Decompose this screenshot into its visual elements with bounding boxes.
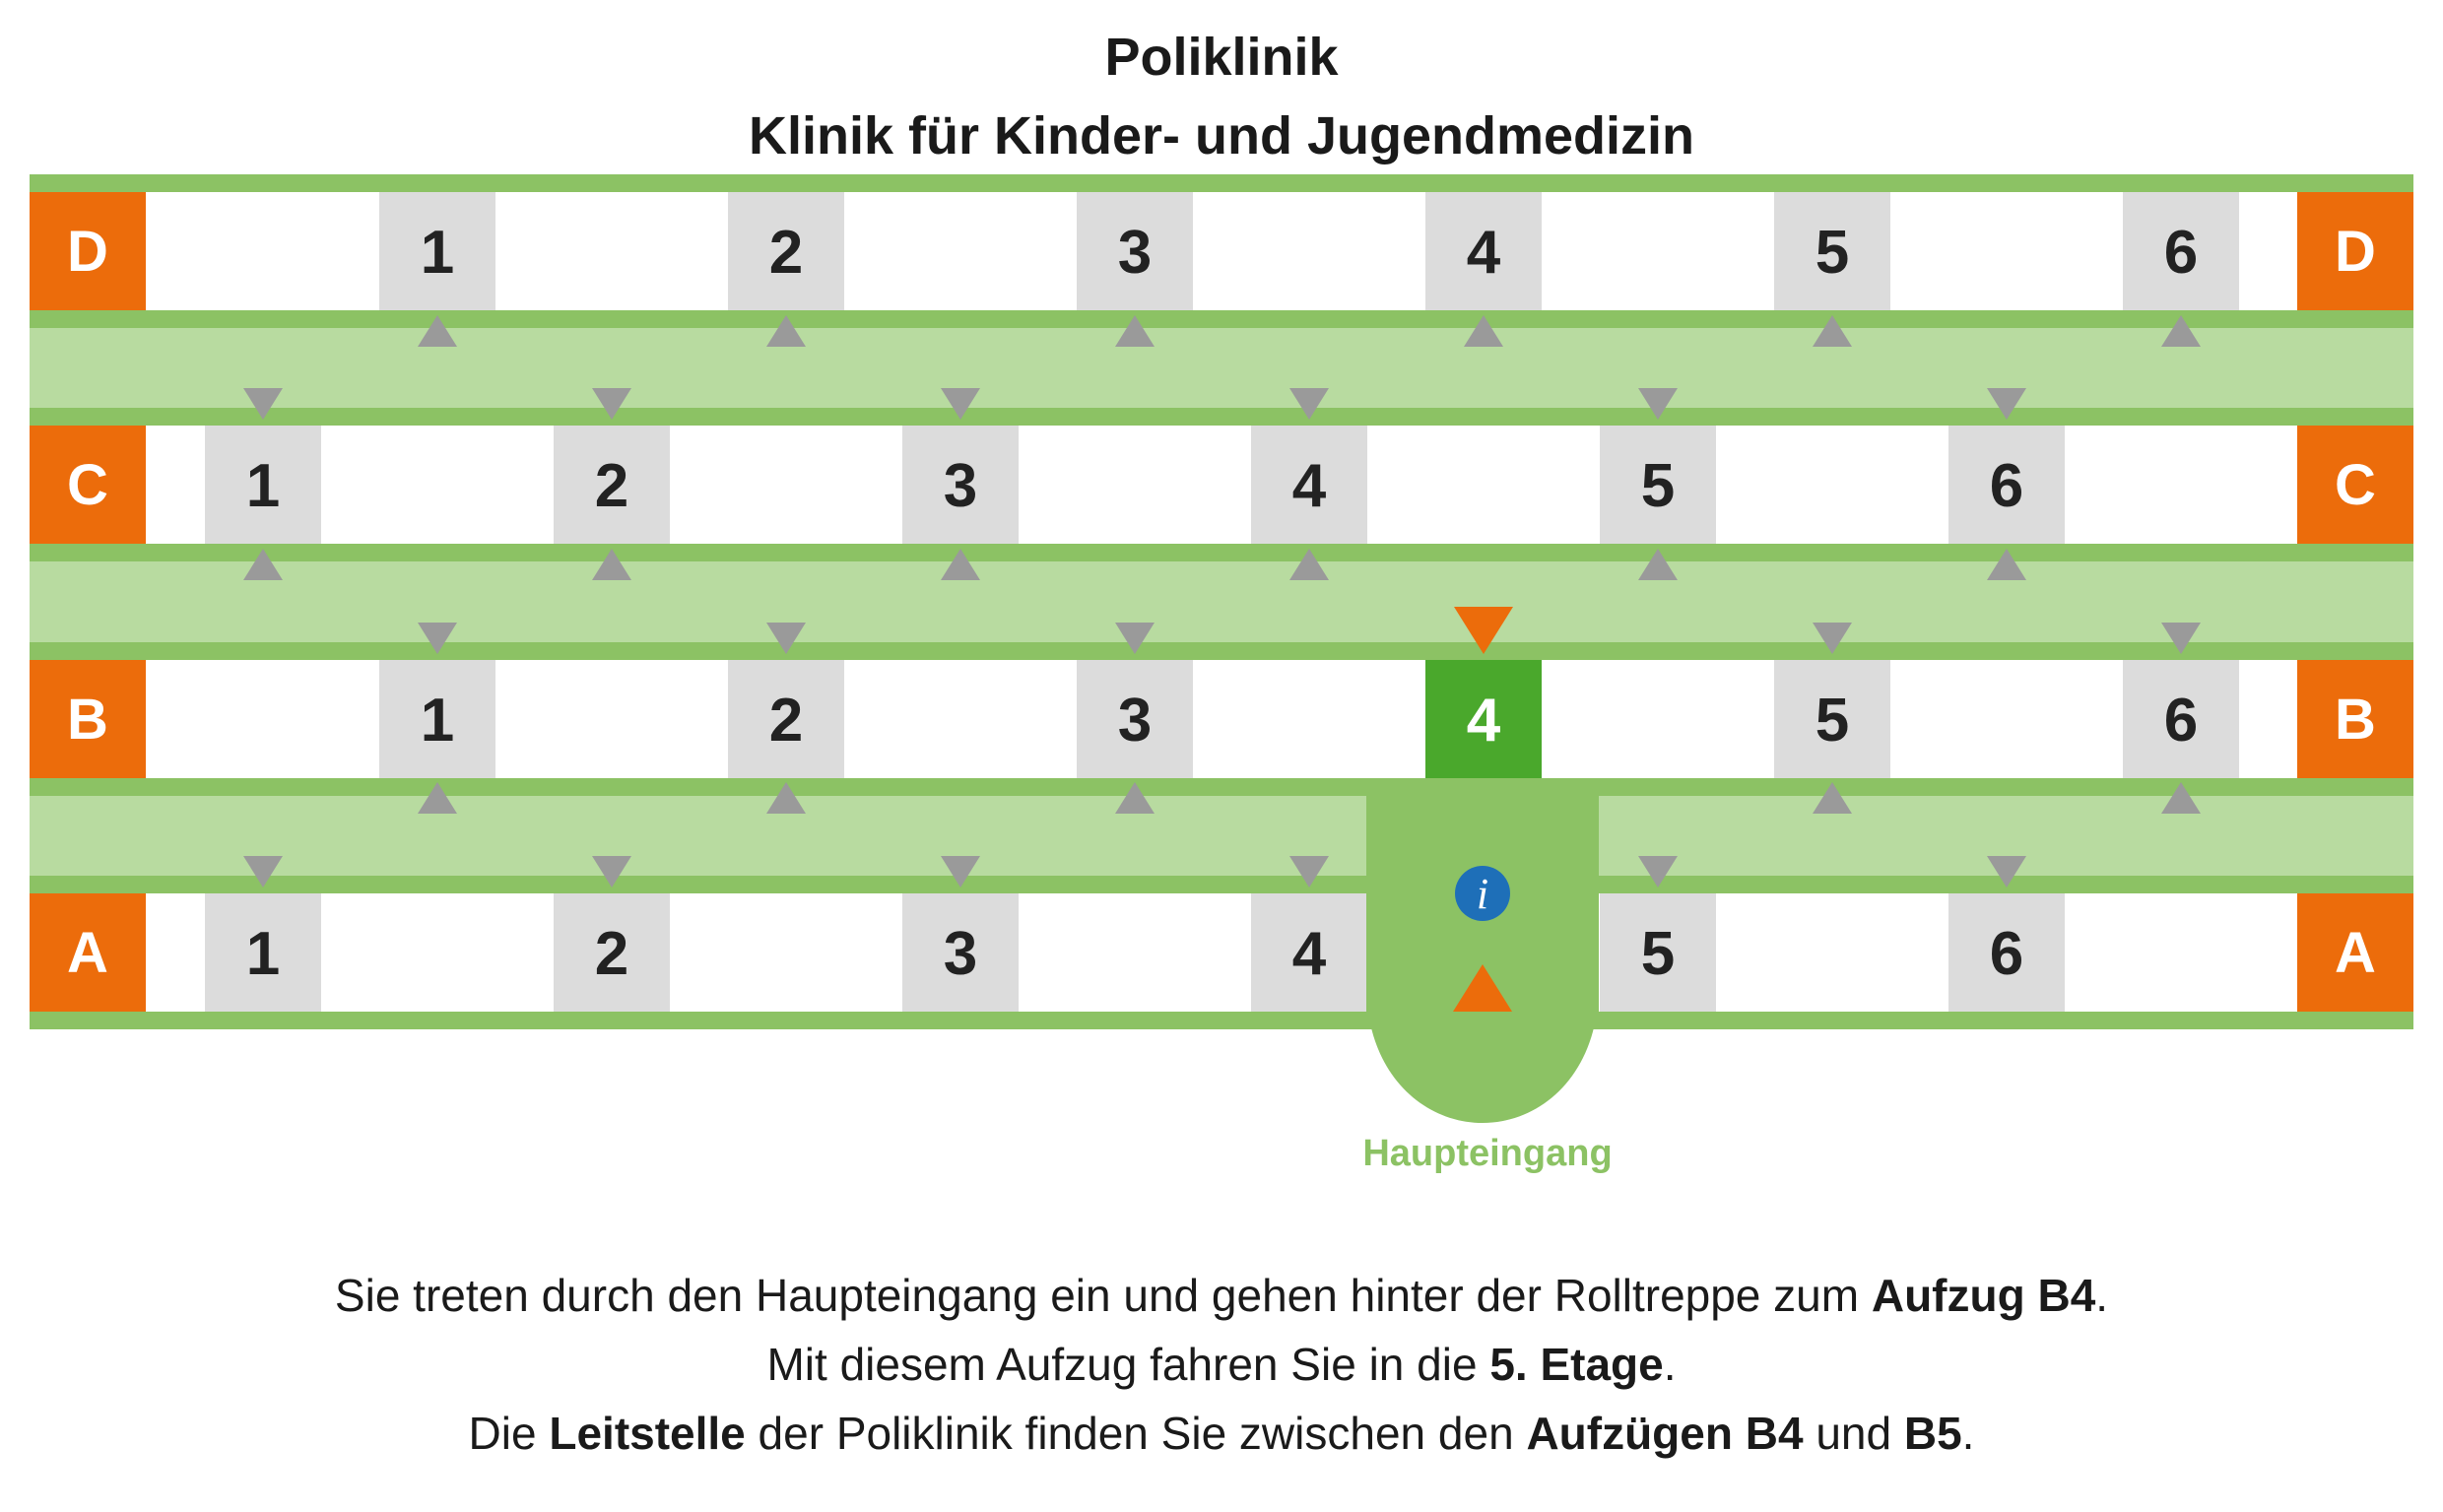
elevator-label: 3 (1117, 219, 1153, 287)
corridor (30, 796, 2413, 876)
elevator-label: 5 (1640, 920, 1676, 988)
wing-label: D (2335, 220, 2376, 284)
corridor (30, 328, 2413, 408)
elevator-label: 3 (943, 920, 978, 988)
elevator-label: 6 (2163, 687, 2199, 755)
elevator-label: 5 (1815, 219, 1850, 287)
elevator-label: 1 (420, 687, 455, 755)
rail (30, 174, 2413, 192)
elevator-label: 2 (768, 219, 804, 287)
wing-label: D (67, 220, 108, 284)
rail (30, 310, 2413, 328)
wing-label: A (67, 921, 108, 985)
elevator-label: 3 (1117, 687, 1153, 755)
elevator-label: 4 (1291, 920, 1327, 988)
instruction-emphasis: Leitstelle (549, 1408, 746, 1459)
instruction-emphasis: B5 (1903, 1408, 1962, 1459)
elevator-label: 5 (1815, 687, 1850, 755)
wing-label: C (2335, 453, 2376, 517)
elevator-label: 5 (1640, 452, 1676, 520)
elevator-label: 2 (594, 920, 629, 988)
rail (30, 876, 2413, 893)
elevator-label: 1 (245, 452, 281, 520)
instructions (0, 1261, 2443, 1468)
rail (30, 408, 2413, 426)
instruction-line (0, 1261, 2443, 1330)
instruction-text: . (1663, 1339, 1677, 1390)
page-title: Poliklinik (1104, 28, 1339, 87)
elevator-label: 4 (1466, 219, 1501, 287)
elevator-label: 2 (768, 687, 804, 755)
instruction-line (0, 1330, 2443, 1399)
instruction-text: der Poliklinik finden Sie zwischen den (745, 1408, 1527, 1459)
instruction-text: . (1961, 1408, 1975, 1459)
instruction-text: und (1803, 1408, 1904, 1459)
elevator-label: 3 (943, 452, 978, 520)
elevator-label: 1 (245, 920, 281, 988)
wing-label: C (67, 453, 108, 517)
rail (30, 778, 2413, 796)
rail (30, 1012, 2413, 1029)
wing-label: A (2335, 921, 2376, 985)
corridor (30, 561, 2413, 642)
rail (30, 642, 2413, 660)
wing-label: B (67, 688, 108, 752)
instruction-line (0, 1399, 2443, 1468)
instruction-text: . (2095, 1270, 2109, 1321)
instruction-text: Die (468, 1408, 550, 1459)
instruction-text: Sie treten durch den Haupteingang ein und gehen hinter der Rolltreppe zum (334, 1270, 1872, 1321)
elevator-label: 2 (594, 452, 629, 520)
elevator-label: 4 (1466, 687, 1501, 755)
elevator-label: 4 (1291, 452, 1327, 520)
rail (30, 544, 2413, 561)
elevator-label: 6 (2163, 219, 2199, 287)
page-subtitle: Klinik für Kinder- und Jugendmedizin (748, 106, 1694, 165)
entrance-label: Haupteingang (1362, 1133, 1613, 1174)
instruction-emphasis: 5. Etage (1489, 1339, 1664, 1390)
instruction-emphasis: Aufzug B4 (1871, 1270, 2096, 1321)
elevator-label: 6 (1989, 920, 2024, 988)
wing-label: B (2335, 688, 2376, 752)
instruction-emphasis: Aufzügen B4 (1526, 1408, 1804, 1459)
elevator-label: 6 (1989, 452, 2024, 520)
instruction-text: Mit diesem Aufzug fahren Sie in die (766, 1339, 1490, 1390)
elevator-label: 1 (420, 219, 455, 287)
info-icon-glyph: i (1476, 870, 1489, 918)
